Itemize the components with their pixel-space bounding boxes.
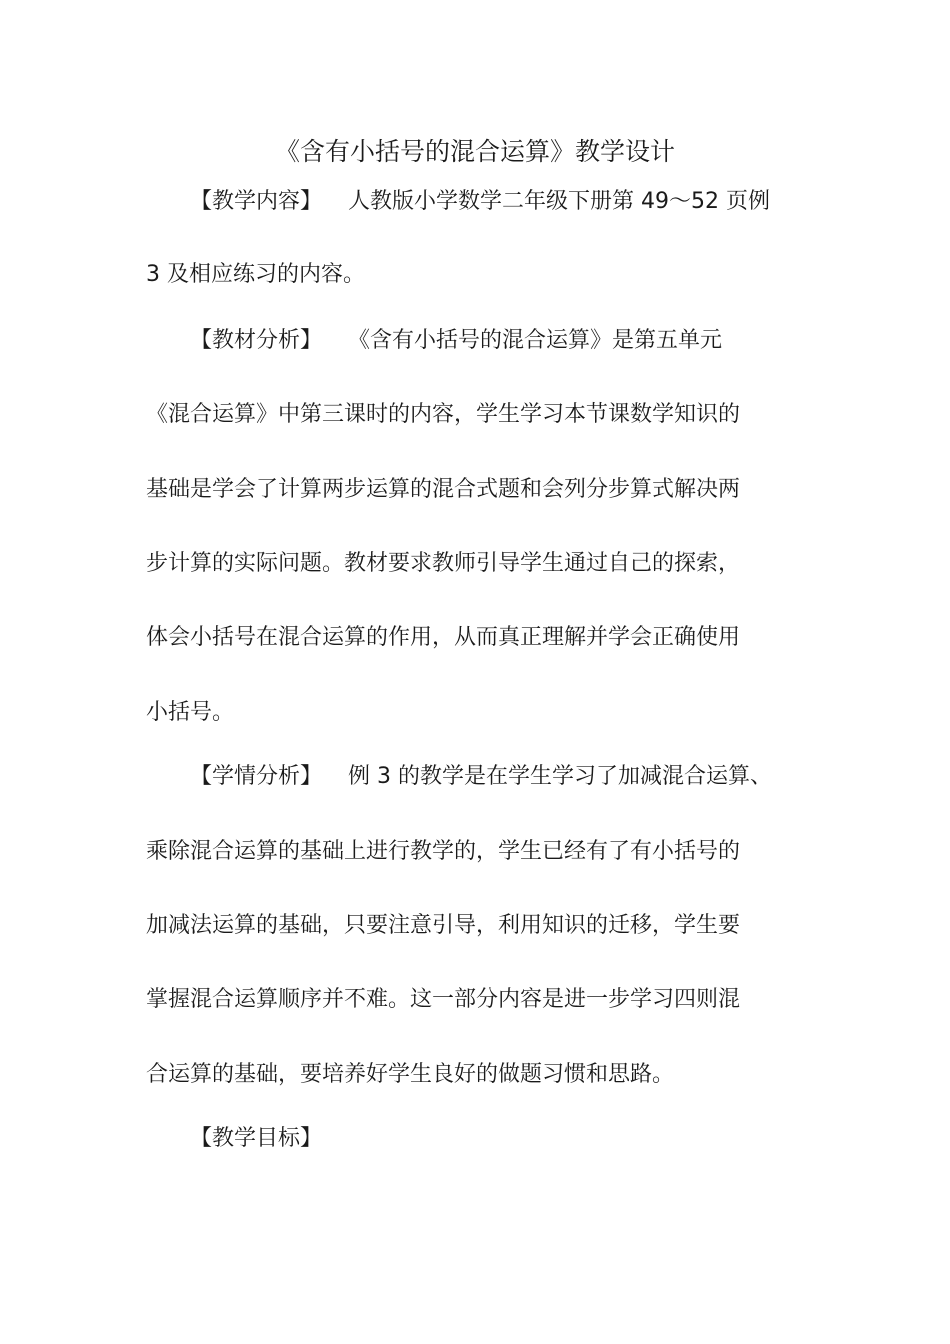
students-line-5: 合运算的基础，要培养好学生良好的做题习惯和思路。 (146, 1062, 675, 1087)
material-line-1: 《含有小括号的混合运算》是第五单元 (348, 328, 723, 353)
content-line-1: 人教版小学数学二年级下册第 49～52 页例 (348, 189, 770, 214)
students-line-3: 加减法运算的基础，只要注意引导，利用知识的迁移，学生要 (146, 913, 741, 938)
material-line-4: 步计算的实际问题。教材要求教师引导学生通过自己的探索， (146, 551, 741, 576)
content-heading: 【教学内容】 (190, 189, 323, 214)
material-first-line (190, 321, 722, 361)
document-title: 《含有小括号的混合运算》教学设计 (274, 137, 675, 166)
material-line-5: 体会小括号在混合运算的作用，从而真正理解并学会正确使用 (146, 625, 741, 650)
content-line-2: 3 及相应练习的内容。 (146, 262, 365, 287)
content-first-line (190, 182, 770, 222)
material-line-3: 基础是学会了计算两步运算的混合式题和会列分步算式解决两 (146, 477, 741, 502)
students-first-line (190, 757, 772, 797)
goals-heading: 【教学目标】 (190, 1126, 323, 1151)
students-line-2: 乘除混合运算的基础上进行教学的，学生已经有了有小括号的 (146, 839, 741, 864)
students-line-4: 掌握混合运算顺序并不难。这一部分内容是进一步学习四则混 (146, 987, 741, 1012)
students-line-1: 例 3 的教学是在学生学习了加减混合运算、 (348, 764, 773, 789)
material-heading: 【教材分析】 (190, 328, 323, 353)
material-line-6: 小括号。 (146, 700, 235, 725)
material-line-2: 《混合运算》中第三课时的内容，学生学习本节课数学知识的 (146, 402, 741, 427)
students-heading: 【学情分析】 (190, 764, 323, 789)
